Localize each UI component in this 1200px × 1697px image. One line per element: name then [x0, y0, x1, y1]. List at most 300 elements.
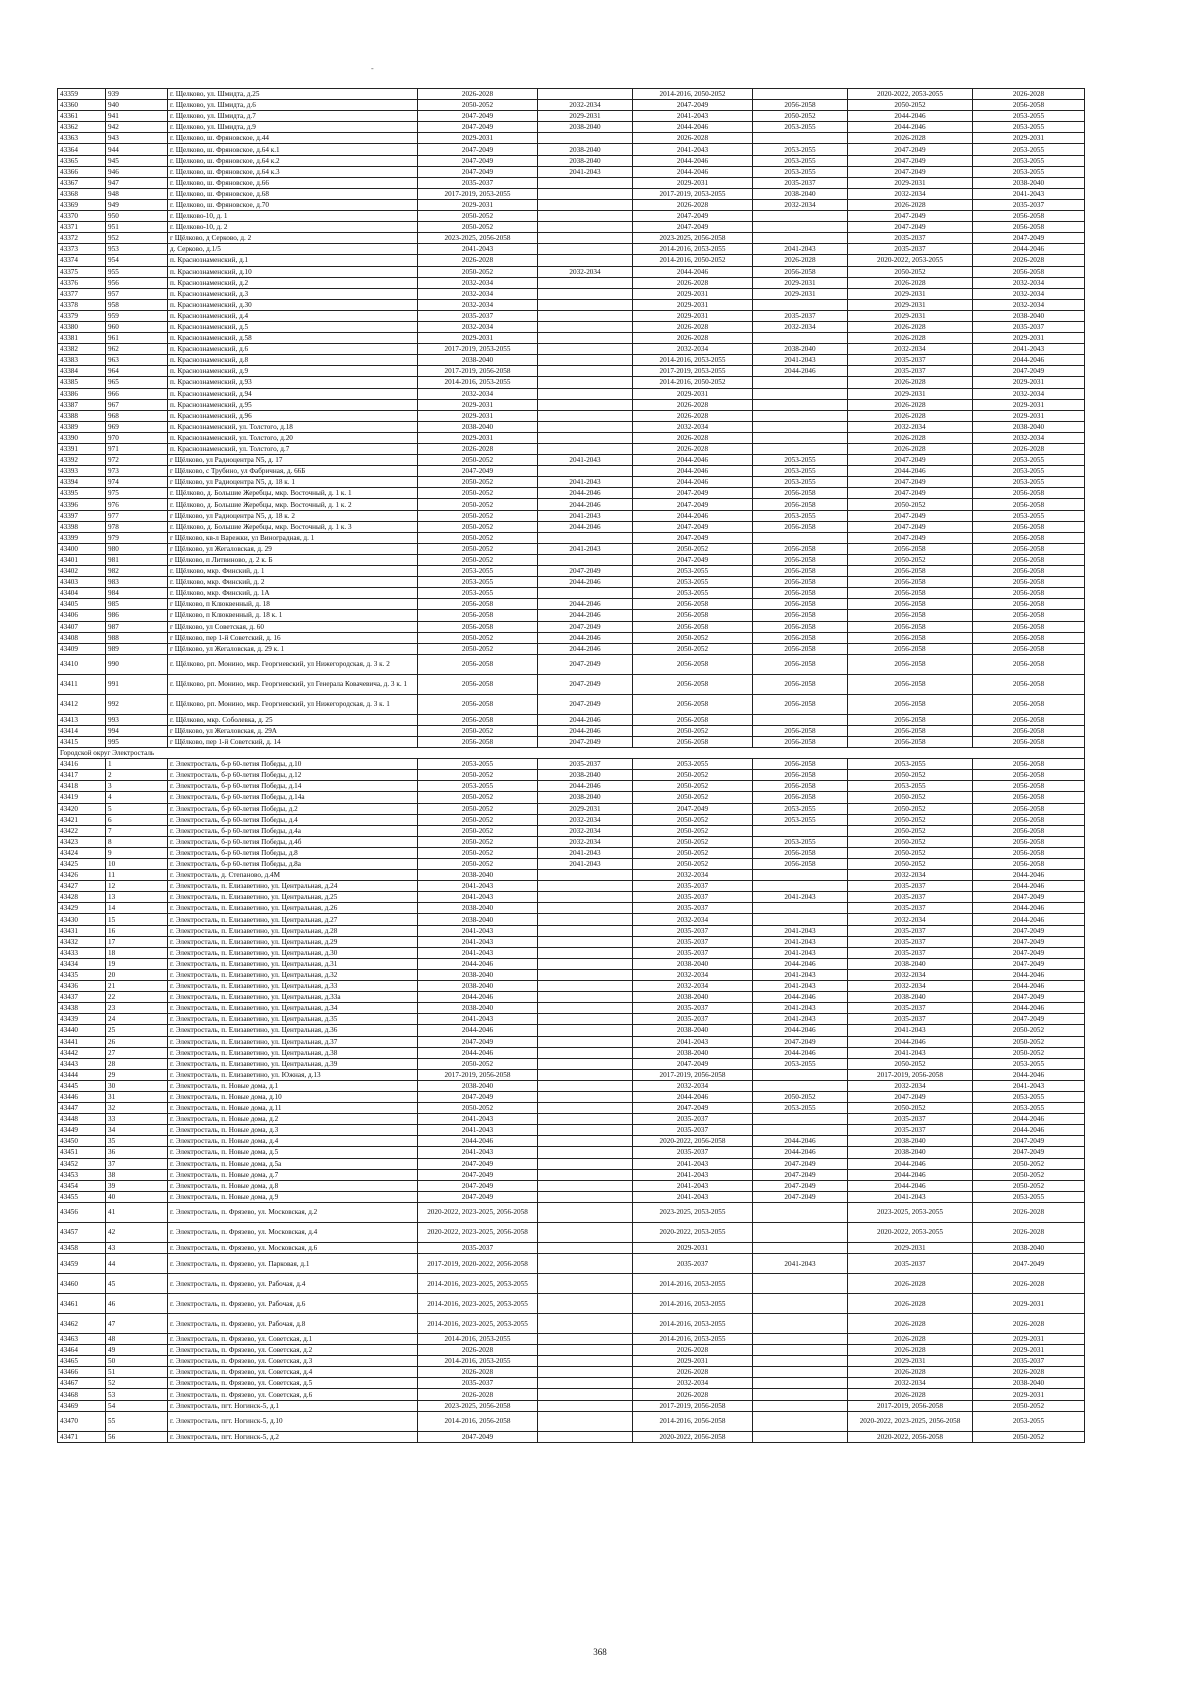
- period-1-cell: 2041-2043: [418, 1147, 538, 1158]
- period-4-cell: 2050-2052: [753, 1091, 848, 1102]
- period-3-cell: 2035-2037: [633, 947, 753, 958]
- row-number-cell: 19: [106, 958, 168, 969]
- period-5-cell: 2056-2058: [848, 588, 973, 599]
- period-1-cell: 2038-2040: [418, 421, 538, 432]
- period-3-cell: 2050-2052: [633, 814, 753, 825]
- period-6-cell: 2056-2058: [973, 770, 1085, 781]
- record-id-cell: 43374: [58, 255, 106, 266]
- period-4-cell: 2044-2046: [753, 1147, 848, 1158]
- period-6-cell: 2050-2052: [973, 1036, 1085, 1047]
- period-6-cell: 2047-2049: [973, 892, 1085, 903]
- row-number-cell: 970: [106, 432, 168, 443]
- period-3-cell: 2026-2028: [633, 399, 753, 410]
- period-1-cell: 2056-2058: [418, 654, 538, 674]
- period-4-cell: [753, 1314, 848, 1334]
- row-number-cell: 943: [106, 133, 168, 144]
- period-1-cell: 2047-2049: [418, 166, 538, 177]
- period-6-cell: 2056-2058: [973, 836, 1085, 847]
- period-3-cell: 2047-2049: [633, 222, 753, 233]
- table-row: [58, 803, 1085, 814]
- period-6-cell: 2026-2028: [973, 255, 1085, 266]
- period-2-cell: [538, 554, 633, 565]
- period-3-cell: 2044-2046: [633, 1091, 753, 1102]
- row-number-cell: 36: [106, 1147, 168, 1158]
- period-4-cell: 2038-2040: [753, 188, 848, 199]
- period-2-cell: 2047-2049: [538, 736, 633, 747]
- table-row: [58, 1169, 1085, 1180]
- record-id-cell: 43469: [58, 1400, 106, 1411]
- period-1-cell: 2014-2016, 2053-2055: [418, 1334, 538, 1345]
- period-6-cell: 2044-2046: [973, 1003, 1085, 1014]
- record-id-cell: 43453: [58, 1169, 106, 1180]
- table-row: [58, 344, 1085, 355]
- table-row: [58, 759, 1085, 770]
- period-3-cell: 2038-2040: [633, 992, 753, 1003]
- period-6-cell: 2032-2034: [973, 299, 1085, 310]
- period-1-cell: 2044-2046: [418, 1025, 538, 1036]
- period-5-cell: 2047-2049: [848, 222, 973, 233]
- period-6-cell: 2056-2058: [973, 566, 1085, 577]
- table-row: [58, 903, 1085, 914]
- row-number-cell: 989: [106, 643, 168, 654]
- period-5-cell: 2038-2040: [848, 992, 973, 1003]
- period-6-cell: 2038-2040: [973, 1242, 1085, 1253]
- row-number-cell: 45: [106, 1274, 168, 1294]
- table-row: [58, 588, 1085, 599]
- table-row: [58, 610, 1085, 621]
- period-3-cell: 2014-2016, 2056-2058: [633, 1411, 753, 1431]
- period-3-cell: 2017-2019, 2056-2058: [633, 1400, 753, 1411]
- row-number-cell: 967: [106, 399, 168, 410]
- period-5-cell: 2047-2049: [848, 477, 973, 488]
- period-2-cell: [538, 421, 633, 432]
- period-4-cell: 2053-2055: [753, 1103, 848, 1114]
- address-cell: п. Краснознаменский, д.95: [168, 399, 418, 410]
- period-6-cell: 2056-2058: [973, 736, 1085, 747]
- table-row: [58, 421, 1085, 432]
- period-6-cell: 2035-2037: [973, 321, 1085, 332]
- period-2-cell: [538, 1014, 633, 1025]
- period-6-cell: 2041-2043: [973, 344, 1085, 355]
- period-5-cell: 2047-2049: [848, 1091, 973, 1102]
- row-number-cell: 47: [106, 1314, 168, 1334]
- period-5-cell: 2029-2031: [848, 310, 973, 321]
- period-4-cell: 2053-2055: [753, 510, 848, 521]
- row-number-cell: 11: [106, 870, 168, 881]
- period-1-cell: 2047-2049: [418, 111, 538, 122]
- record-id-cell: 43400: [58, 543, 106, 554]
- period-1-cell: 2047-2049: [418, 122, 538, 133]
- period-5-cell: 2029-2031: [848, 1242, 973, 1253]
- row-number-cell: 983: [106, 577, 168, 588]
- period-2-cell: 2041-2043: [538, 847, 633, 858]
- record-id-cell: 43420: [58, 803, 106, 814]
- period-1-cell: 2050-2052: [418, 859, 538, 870]
- table-row: [58, 577, 1085, 588]
- address-cell: п. Краснознаменский, д.6: [168, 344, 418, 355]
- period-5-cell: 2029-2031: [848, 1356, 973, 1367]
- period-5-cell: 2026-2028: [848, 432, 973, 443]
- period-1-cell: 2050-2052: [418, 836, 538, 847]
- row-number-cell: 12: [106, 881, 168, 892]
- address-cell: г. Электросталь, б-р 60-летия Победы, д.2: [168, 803, 418, 814]
- period-5-cell: 2047-2049: [848, 455, 973, 466]
- record-id-cell: 43456: [58, 1202, 106, 1222]
- row-number-cell: 985: [106, 599, 168, 610]
- period-1-cell: 2041-2043: [418, 925, 538, 936]
- period-1-cell: 2050-2052: [418, 532, 538, 543]
- period-5-cell: 2026-2028: [848, 333, 973, 344]
- record-id-cell: 43406: [58, 610, 106, 621]
- record-id-cell: 43375: [58, 266, 106, 277]
- period-2-cell: 2038-2040: [538, 122, 633, 133]
- table-row: [58, 1036, 1085, 1047]
- period-5-cell: 2047-2049: [848, 144, 973, 155]
- record-id-cell: 43449: [58, 1125, 106, 1136]
- period-6-cell: 2029-2031: [973, 410, 1085, 421]
- period-1-cell: 2056-2058: [418, 714, 538, 725]
- period-3-cell: 2029-2031: [633, 1356, 753, 1367]
- period-2-cell: [538, 355, 633, 366]
- period-4-cell: 2041-2043: [753, 1014, 848, 1025]
- period-4-cell: 2056-2058: [753, 266, 848, 277]
- table-row: [58, 992, 1085, 1003]
- address-cell: г. Электросталь, б-р 60-летия Победы, д.14: [168, 781, 418, 792]
- period-5-cell: 2035-2037: [848, 1003, 973, 1014]
- period-2-cell: 2044-2046: [538, 521, 633, 532]
- period-3-cell: 2026-2028: [633, 333, 753, 344]
- address-cell: п. Краснознаменский, д.1: [168, 255, 418, 266]
- period-1-cell: 2050-2052: [418, 543, 538, 554]
- table-row: [58, 100, 1085, 111]
- period-1-cell: 2050-2052: [418, 510, 538, 521]
- record-id-cell: 43434: [58, 958, 106, 969]
- record-id-cell: 43366: [58, 166, 106, 177]
- period-2-cell: [538, 1356, 633, 1367]
- address-cell: г. Щёлково, мкр. Финский, д. 1А: [168, 588, 418, 599]
- address-cell: г. Щелково, ул. Шмидта, д.9: [168, 122, 418, 133]
- period-3-cell: 2041-2043: [633, 111, 753, 122]
- period-2-cell: [538, 199, 633, 210]
- table-row: [58, 89, 1085, 100]
- table-row: [58, 736, 1085, 747]
- section-header-row: [58, 748, 1085, 759]
- period-5-cell: 2032-2034: [848, 1378, 973, 1389]
- period-2-cell: [538, 1202, 633, 1222]
- row-number-cell: 940: [106, 100, 168, 111]
- table-row: [58, 925, 1085, 936]
- period-5-cell: 2023-2025, 2053-2055: [848, 1202, 973, 1222]
- period-3-cell: 2026-2028: [633, 321, 753, 332]
- period-1-cell: 2038-2040: [418, 1003, 538, 1014]
- row-number-cell: 31: [106, 1091, 168, 1102]
- period-4-cell: 2056-2058: [753, 488, 848, 499]
- record-id-cell: 43361: [58, 111, 106, 122]
- address-cell: п. Краснознаменский, д.58: [168, 333, 418, 344]
- period-3-cell: 2041-2043: [633, 1158, 753, 1169]
- period-5-cell: 2017-2019, 2056-2058: [848, 1400, 973, 1411]
- period-6-cell: 2056-2058: [973, 521, 1085, 532]
- period-3-cell: 2032-2034: [633, 914, 753, 925]
- period-5-cell: 2050-2052: [848, 847, 973, 858]
- period-1-cell: 2041-2043: [418, 936, 538, 947]
- record-id-cell: 43359: [58, 89, 106, 100]
- period-1-cell: 2041-2043: [418, 947, 538, 958]
- record-id-cell: 43467: [58, 1378, 106, 1389]
- period-1-cell: 2029-2031: [418, 199, 538, 210]
- period-4-cell: 2053-2055: [753, 166, 848, 177]
- record-id-cell: 43436: [58, 981, 106, 992]
- period-2-cell: 2044-2046: [538, 599, 633, 610]
- record-id-cell: 43373: [58, 244, 106, 255]
- period-5-cell: 2017-2019, 2056-2058: [848, 1069, 973, 1080]
- period-6-cell: 2026-2028: [973, 89, 1085, 100]
- period-4-cell: 2056-2058: [753, 499, 848, 510]
- period-2-cell: 2035-2037: [538, 759, 633, 770]
- period-4-cell: [753, 388, 848, 399]
- period-5-cell: 2044-2046: [848, 466, 973, 477]
- record-id-cell: 43471: [58, 1431, 106, 1442]
- row-number-cell: 962: [106, 344, 168, 355]
- address-cell: п. Краснознаменский, ул. Толстого, д.18: [168, 421, 418, 432]
- period-6-cell: 2053-2055: [973, 1091, 1085, 1102]
- period-3-cell: 2014-2016, 2053-2055: [633, 1294, 753, 1314]
- row-number-cell: 958: [106, 299, 168, 310]
- table-row: [58, 1202, 1085, 1222]
- row-number-cell: 963: [106, 355, 168, 366]
- period-2-cell: [538, 936, 633, 947]
- address-cell: г. Электросталь, п. Елизаветино, ул. Центральная, д.28: [168, 925, 418, 936]
- period-4-cell: [753, 1069, 848, 1080]
- period-4-cell: 2044-2046: [753, 992, 848, 1003]
- address-cell: г. Электросталь, б-р 60-летия Победы, д.4: [168, 814, 418, 825]
- period-2-cell: 2032-2034: [538, 836, 633, 847]
- table-row: [58, 477, 1085, 488]
- period-6-cell: 2056-2058: [973, 610, 1085, 621]
- period-5-cell: 2032-2034: [848, 1080, 973, 1091]
- period-4-cell: 2053-2055: [753, 144, 848, 155]
- record-id-cell: 43414: [58, 725, 106, 736]
- table-row: [58, 233, 1085, 244]
- period-1-cell: 2041-2043: [418, 892, 538, 903]
- period-1-cell: 2047-2049: [418, 1180, 538, 1191]
- table-row: [58, 947, 1085, 958]
- period-4-cell: [753, 914, 848, 925]
- period-2-cell: [538, 89, 633, 100]
- period-3-cell: 2032-2034: [633, 1080, 753, 1091]
- period-6-cell: 2035-2037: [973, 199, 1085, 210]
- period-1-cell: 2017-2019, 2020-2022, 2056-2058: [418, 1254, 538, 1274]
- period-4-cell: 2056-2058: [753, 847, 848, 858]
- table-row: [58, 488, 1085, 499]
- row-number-cell: 9: [106, 847, 168, 858]
- period-1-cell: 2020-2022, 2023-2025, 2056-2058: [418, 1202, 538, 1222]
- period-3-cell: 2047-2049: [633, 100, 753, 111]
- table-row: [58, 770, 1085, 781]
- period-3-cell: 2035-2037: [633, 1147, 753, 1158]
- period-5-cell: 2026-2028: [848, 1314, 973, 1334]
- table-row: [58, 1274, 1085, 1294]
- period-1-cell: 2047-2049: [418, 466, 538, 477]
- table-row: [58, 554, 1085, 565]
- row-number-cell: 17: [106, 936, 168, 947]
- period-6-cell: 2056-2058: [973, 543, 1085, 554]
- record-id-cell: 43381: [58, 333, 106, 344]
- period-5-cell: 2056-2058: [848, 566, 973, 577]
- table-body: [58, 89, 1085, 1443]
- table-row: [58, 266, 1085, 277]
- period-4-cell: 2056-2058: [753, 770, 848, 781]
- period-6-cell: 2047-2049: [973, 936, 1085, 947]
- record-id-cell: 43419: [58, 792, 106, 803]
- period-5-cell: 2050-2052: [848, 770, 973, 781]
- period-4-cell: 2044-2046: [753, 958, 848, 969]
- period-5-cell: 2050-2052: [848, 100, 973, 111]
- period-2-cell: [538, 233, 633, 244]
- record-id-cell: 43389: [58, 421, 106, 432]
- period-6-cell: 2056-2058: [973, 621, 1085, 632]
- address-cell: п. Краснознаменский, д.30: [168, 299, 418, 310]
- period-4-cell: 2056-2058: [753, 674, 848, 694]
- record-id-cell: 43448: [58, 1114, 106, 1125]
- table-row: [58, 1378, 1085, 1389]
- period-6-cell: 2047-2049: [973, 992, 1085, 1003]
- row-number-cell: 975: [106, 488, 168, 499]
- address-cell: г. Электросталь, п. Елизаветино, ул. Центральная, д.39: [168, 1058, 418, 1069]
- period-1-cell: 2050-2052: [418, 643, 538, 654]
- table-row: [58, 654, 1085, 674]
- period-4-cell: 2056-2058: [753, 694, 848, 714]
- record-id-cell: 43451: [58, 1147, 106, 1158]
- period-3-cell: 2047-2049: [633, 521, 753, 532]
- period-6-cell: 2029-2031: [973, 377, 1085, 388]
- row-number-cell: 941: [106, 111, 168, 122]
- period-5-cell: 2032-2034: [848, 188, 973, 199]
- period-1-cell: 2050-2052: [418, 1103, 538, 1114]
- address-cell: г Щёлково, с Трубино, ул Фабричная, д. 66Б: [168, 466, 418, 477]
- record-id-cell: 43360: [58, 100, 106, 111]
- period-2-cell: 2041-2043: [538, 543, 633, 554]
- period-3-cell: 2029-2031: [633, 299, 753, 310]
- record-id-cell: 43371: [58, 222, 106, 233]
- address-cell: п. Краснознаменский, ул. Толстого, д.7: [168, 444, 418, 455]
- period-5-cell: 2050-2052: [848, 803, 973, 814]
- period-6-cell: 2026-2028: [973, 1222, 1085, 1242]
- period-4-cell: [753, 1367, 848, 1378]
- table-row: [58, 321, 1085, 332]
- period-2-cell: [538, 532, 633, 543]
- period-5-cell: 2050-2052: [848, 1058, 973, 1069]
- period-2-cell: [538, 925, 633, 936]
- period-3-cell: 2035-2037: [633, 936, 753, 947]
- table-row: [58, 1114, 1085, 1125]
- period-2-cell: [538, 1345, 633, 1356]
- period-2-cell: [538, 1003, 633, 1014]
- table-row: [58, 244, 1085, 255]
- period-2-cell: [538, 1080, 633, 1091]
- address-cell: п. Краснознаменский, д.93: [168, 377, 418, 388]
- period-1-cell: 2050-2052: [418, 455, 538, 466]
- period-1-cell: 2029-2031: [418, 399, 538, 410]
- row-number-cell: 960: [106, 321, 168, 332]
- record-id-cell: 43438: [58, 1003, 106, 1014]
- period-4-cell: 2056-2058: [753, 577, 848, 588]
- record-id-cell: 43430: [58, 914, 106, 925]
- period-5-cell: 2020-2022, 2056-2058: [848, 1431, 973, 1442]
- period-1-cell: 2044-2046: [418, 992, 538, 1003]
- address-cell: г. Электросталь, п. Новые дома, д.7: [168, 1169, 418, 1180]
- period-1-cell: 2050-2052: [418, 725, 538, 736]
- record-id-cell: 43429: [58, 903, 106, 914]
- table-row: [58, 1334, 1085, 1345]
- period-5-cell: 2026-2028: [848, 410, 973, 421]
- period-6-cell: 2056-2058: [973, 825, 1085, 836]
- table-row: [58, 1367, 1085, 1378]
- table-row: [58, 122, 1085, 133]
- period-1-cell: 2047-2049: [418, 1431, 538, 1442]
- table-row: [58, 792, 1085, 803]
- period-2-cell: 2041-2043: [538, 859, 633, 870]
- record-id-cell: 43377: [58, 288, 106, 299]
- period-4-cell: 2035-2037: [753, 310, 848, 321]
- period-6-cell: 2050-2052: [973, 1180, 1085, 1191]
- period-1-cell: 2050-2052: [418, 847, 538, 858]
- address-cell: г. Электросталь, п. Елизаветино, ул. Центральная, д.37: [168, 1036, 418, 1047]
- period-1-cell: 2038-2040: [418, 914, 538, 925]
- row-number-cell: 53: [106, 1389, 168, 1400]
- record-id-cell: 43446: [58, 1091, 106, 1102]
- row-number-cell: 44: [106, 1254, 168, 1274]
- period-3-cell: 2041-2043: [633, 1036, 753, 1047]
- period-2-cell: 2032-2034: [538, 266, 633, 277]
- row-number-cell: 949: [106, 199, 168, 210]
- period-6-cell: 2056-2058: [973, 803, 1085, 814]
- period-1-cell: 2041-2043: [418, 1125, 538, 1136]
- address-cell: г. Электросталь, п. Елизаветино, ул. Центральная, д.36: [168, 1025, 418, 1036]
- period-5-cell: 2050-2052: [848, 859, 973, 870]
- row-number-cell: 30: [106, 1080, 168, 1091]
- period-3-cell: 2029-2031: [633, 177, 753, 188]
- period-5-cell: 2035-2037: [848, 947, 973, 958]
- period-2-cell: [538, 1058, 633, 1069]
- address-cell: г. Электросталь, п. Новые дома, д.9: [168, 1191, 418, 1202]
- row-number-cell: 18: [106, 947, 168, 958]
- register-sheet: [57, 88, 1084, 1443]
- row-number-cell: 2: [106, 770, 168, 781]
- period-3-cell: 2032-2034: [633, 969, 753, 980]
- address-cell: г. Электросталь, п. Новые дома, д.5: [168, 1147, 418, 1158]
- period-4-cell: [753, 1222, 848, 1242]
- record-id-cell: 43362: [58, 122, 106, 133]
- period-1-cell: 2056-2058: [418, 736, 538, 747]
- row-number-cell: 8: [106, 836, 168, 847]
- period-5-cell: 2035-2037: [848, 903, 973, 914]
- period-2-cell: [538, 958, 633, 969]
- period-5-cell: 2044-2046: [848, 122, 973, 133]
- period-2-cell: [538, 299, 633, 310]
- period-3-cell: 2056-2058: [633, 610, 753, 621]
- period-4-cell: 2056-2058: [753, 643, 848, 654]
- period-4-cell: 2047-2049: [753, 1158, 848, 1169]
- period-5-cell: 2035-2037: [848, 1254, 973, 1274]
- period-4-cell: 2041-2043: [753, 981, 848, 992]
- table-row: [58, 466, 1085, 477]
- period-4-cell: 2056-2058: [753, 632, 848, 643]
- table-row: [58, 1014, 1085, 1025]
- period-1-cell: 2041-2043: [418, 1014, 538, 1025]
- record-id-cell: 43396: [58, 499, 106, 510]
- table-row: [58, 969, 1085, 980]
